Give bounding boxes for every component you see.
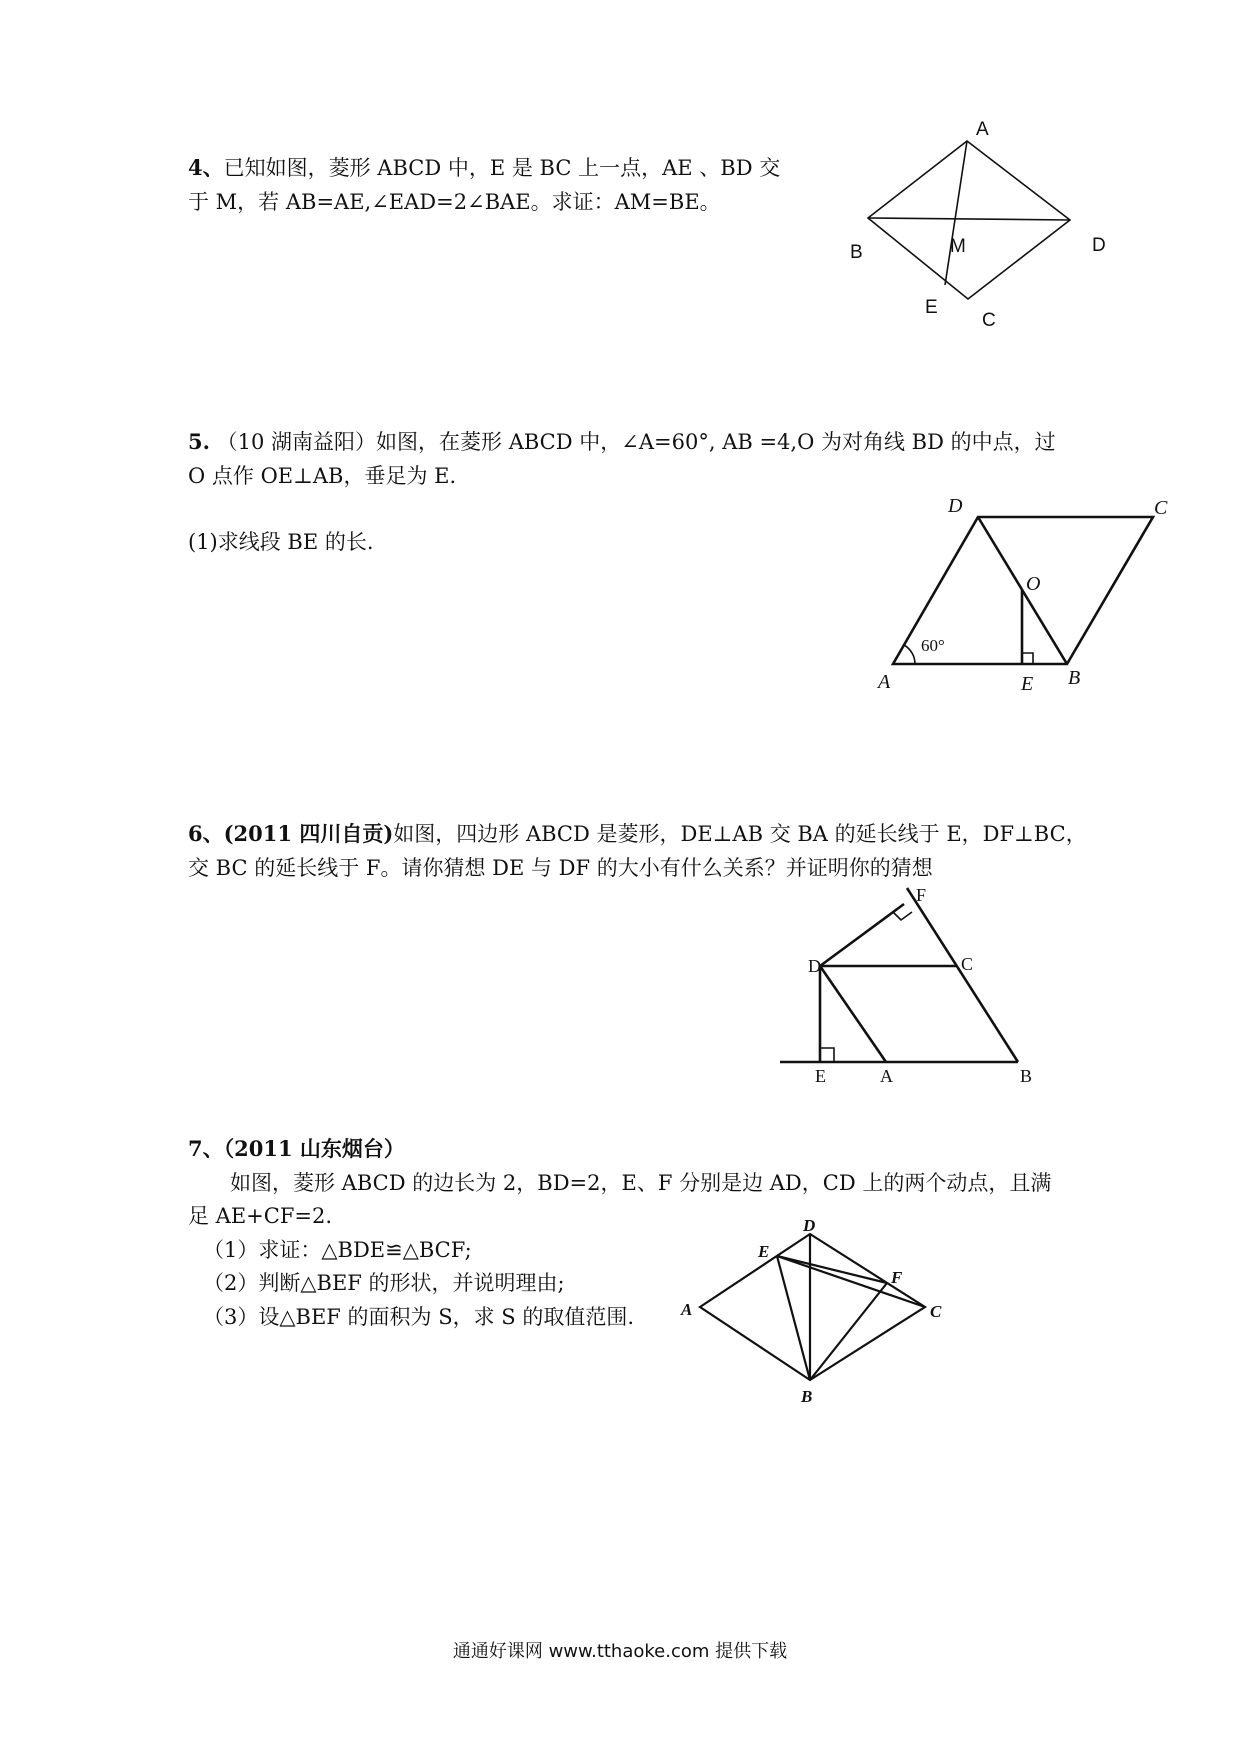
q5-part1: (1)求线段 BE 的长. bbox=[188, 530, 374, 554]
q5-label-e: E bbox=[1021, 673, 1034, 695]
q7-label-b: B bbox=[801, 1387, 813, 1406]
q7-label-a: A bbox=[681, 1300, 693, 1319]
q7-source: （2011 山东烟台） bbox=[223, 1136, 405, 1161]
q7-line2: 足 AE+CF=2. bbox=[188, 1204, 333, 1228]
q5-number: 5. bbox=[188, 429, 210, 454]
q7-part3: （3）设△BEF 的面积为 S，求 S 的取值范围. bbox=[203, 1305, 634, 1329]
q4-number: 4、 bbox=[188, 155, 224, 180]
q4-label-c: C bbox=[982, 310, 996, 331]
q4-label-a: A bbox=[976, 119, 989, 140]
q7-number: 7、 bbox=[188, 1136, 224, 1161]
q4-label-b: B bbox=[850, 242, 863, 263]
q5-line2: O 点作 OE⊥AB，垂足为 E. bbox=[188, 464, 457, 488]
q5-label-d: D bbox=[948, 495, 963, 517]
q6-label-e: E bbox=[815, 1066, 826, 1086]
q5-label-b: B bbox=[1068, 667, 1081, 689]
q7-segment-bf bbox=[810, 1283, 887, 1380]
q7-segment-ec bbox=[777, 1256, 925, 1307]
q6-line2: 交 BC 的延长线于 F。请你猜想 DE 与 DF 的大小有什么关系？并证明你的猜想 bbox=[188, 856, 933, 880]
q4-text-1: 已知如图，菱形 ABCD 中，E 是 BC 上一点，AE 、BD 交 bbox=[223, 156, 781, 180]
q6-label-c: C bbox=[961, 954, 974, 974]
q7-label-d: D bbox=[803, 1216, 816, 1235]
q6-label-d: D bbox=[808, 956, 821, 976]
q7-segment-ef bbox=[777, 1256, 887, 1283]
q5-text-1: （10 湖南益阳）如图，在菱形 ABCD 中，∠A=60°, AB =4,O 为对角线 BD 的中点，过 bbox=[216, 430, 1056, 454]
q4-line2: 于 M，若 AB=AE,∠EAD=2∠BAE。求证：AM=BE。 bbox=[188, 190, 721, 214]
q6-label-b: B bbox=[1020, 1066, 1033, 1086]
q6-text-1: 如图，四边形 ABCD 是菱形，DE⊥AB 交 BA 的延长线于 E，DF⊥BC， bbox=[393, 822, 1087, 846]
q6-number: 6、 bbox=[188, 821, 224, 846]
q4-label-e: E bbox=[925, 297, 938, 318]
q7-part1: （1）求证：△BDE≌△BCF; bbox=[203, 1238, 472, 1262]
q5-label-o: O bbox=[1026, 573, 1041, 595]
q5-label-c: C bbox=[1154, 497, 1168, 519]
q7-label-c: C bbox=[930, 1302, 942, 1321]
q5-label-a: A bbox=[878, 671, 891, 693]
q7-label-e: E bbox=[758, 1242, 770, 1261]
q4-label-d: D bbox=[1092, 235, 1106, 256]
q6-source: (2011 四川自贡) bbox=[223, 821, 394, 846]
q6-label-a: A bbox=[880, 1066, 893, 1086]
q5-angle-label: 60° bbox=[921, 636, 945, 655]
q4-label-m: M bbox=[950, 236, 966, 257]
q7-rhombus bbox=[700, 1234, 925, 1380]
q7-label-f: F bbox=[891, 1268, 903, 1287]
q7-part2: （2）判断△BEF 的形状，并说明理由; bbox=[203, 1271, 565, 1295]
q7-line1: 如图，菱形 ABCD 的边长为 2，BD=2，E、F 分别是边 AD，CD 上的两个动点，且满 bbox=[230, 1171, 1052, 1195]
q6-label-f: F bbox=[916, 885, 927, 905]
page-footer: 通通好课网 www.tthaoke.com 提供下载 bbox=[452, 1641, 788, 1662]
